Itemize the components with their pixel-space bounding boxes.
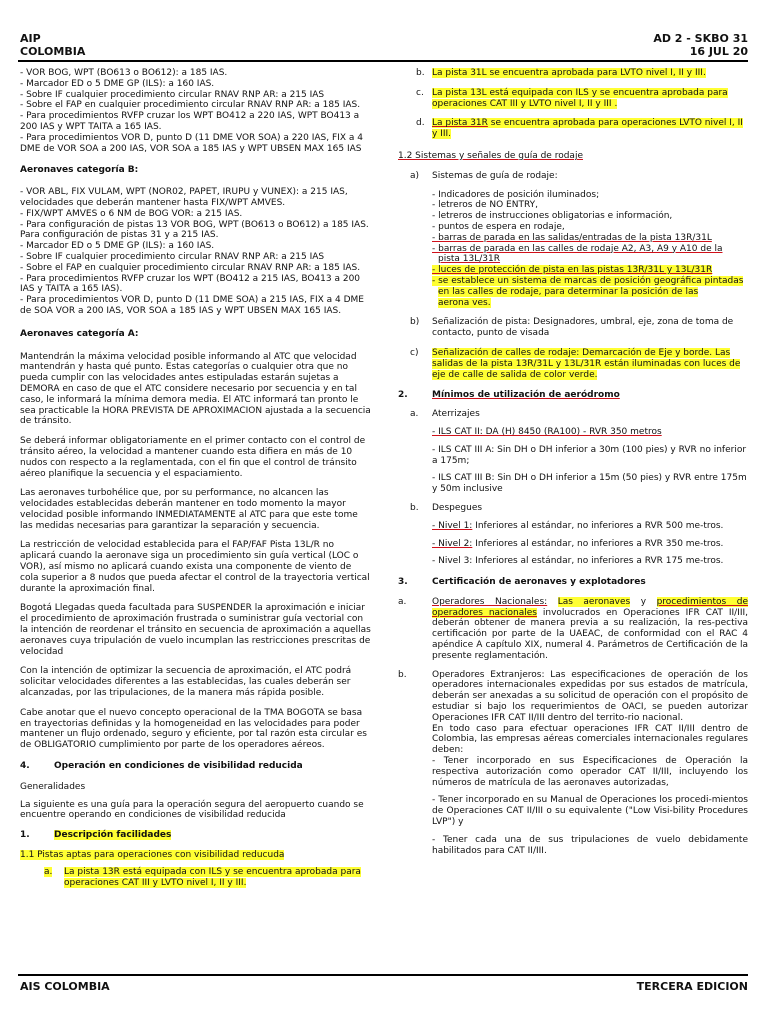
item-marker: a. (44, 866, 53, 877)
header-aip: AIP (20, 32, 41, 45)
taxiway-marking-item (398, 348, 748, 380)
paragraph: - Tener cada una de sus tripulaciones de vuelo debidamente habilitados para CAT II/III. (432, 834, 748, 856)
paragraph: Operadores Extranjeros: Las especificaciones de operación de los operadores internacionales expedidas por sus estados de matrícula, deberán ser anexadas a su solicitud de operación con el propósito de estudiar si bajo los requerimientos de OACI, se pueden autorizar Operaciones IFR CAT II/III dentro del territo-rio nacional. (432, 669, 748, 723)
taxi-systems-list (398, 190, 748, 309)
paragraph: Se deberá informar obligatoriamente en el primer contacto con el control de tránsito aéreo, la velocidad a mantener cuando esta difiera en más de 10 nudos con respecto a la reglamentada, con el fin que el control de tránsito aéreo planifique la secuencia y el espaciamiento. (20, 436, 366, 479)
list-item: - ILS CAT III A: Sin DH o DH inferior a 30m (100 pies) y RVR no inferior a 175m; (432, 444, 747, 466)
list-item: - Marcador ED o 5 DME GP (ILS): a 160 IAS. (20, 78, 215, 89)
list-item: - FIX/WPT AMVES o 6 NM de BOG VOR: a 215 IAS. (20, 208, 243, 219)
list-item: - Para configuración de pistas 13 VOR BOG, WPT (BO613 o BO612) a 185 IAS. Para configuración de pistas 31 y a 215 IAS. (20, 219, 369, 241)
list-item: - Sobre IF cualquier procedimiento circular RNAV RNP AR: a 215 IAS (20, 89, 325, 100)
level-text: Inferiores al estándar, no inferiores a RVR 500 me-tros. (472, 520, 724, 531)
item-marker: c) (410, 347, 419, 358)
section-number: 4. (20, 761, 30, 772)
item-marker: b. (410, 502, 419, 513)
section-4-heading (20, 761, 372, 772)
item-highlight: procedimientos de operadores nacionales (432, 596, 748, 618)
item-text: Sistemas de guía de rodaje: (432, 170, 558, 181)
item-marker: b. (398, 669, 407, 680)
list-item (432, 539, 748, 550)
item-text (432, 597, 748, 662)
runway-item-a (20, 867, 372, 889)
list-item: - puntos de espera en rodaje, (432, 221, 565, 232)
takeoff-heading (398, 503, 748, 514)
paragraph: Mantendrán la máxima velocidad posible informando al ATC que velocidad mantendrán y hasta qué punto. Estas categorías o cualquier otra que no pueda cumplir con las velocidades antes estipuladas estarán sujetas a DEMORA en caso de que el ATC considere necesario por secuencia y en tal caso, le informará la mínima demora media. El ATC informará tan pronto le sea practicable la HORA PREVISTA DE APROXIMACION ajustada a la secuencia de tránsito. (20, 351, 371, 427)
list-item: - Para procedimientos RVFP cruzar los WPT (BO412 a 215 IAS, BO413 a 200 IAS y TAITA a 165 IAS). (20, 273, 361, 295)
paragraph: Bogotá Llegadas queda facultada para SUSPENDER la aproximación e iniciar el procedimiento de aproximación frustrada o suministrar guía vectorial con la intención de reordenar el tránsito en secuencia de aproximación a aquellas aeronaves cuya tripulación de vuelo incumplan las restricciones prescritas de velocidad (20, 603, 371, 657)
section-2-heading (398, 390, 748, 401)
footer-publisher: AIS COLOMBIA (20, 980, 110, 993)
footer-edition: TERCERA EDICION (636, 980, 748, 993)
item-text: La pista 31L se encuentra aprobada para LVTO nivel I, II y III. (432, 68, 706, 78)
paragraph: En todo caso para efectuar operaciones IFR CAT II/III dentro de Colombia, las empresas aéreas comerciales internacionales regulares deben: (432, 723, 748, 756)
item-marker: a. (398, 596, 407, 607)
header-country: COLOMBIA (20, 45, 86, 58)
section-1-heading (20, 830, 372, 841)
item-text: La pista 13L está equipada con ILS y se encuentra aprobada para operaciones CAT III y LVTO nivel I, II y III . (432, 87, 728, 109)
list-item: - barras de parada en las salidas/entradas de la pista 13R/31L (432, 232, 712, 243)
item-marker: b. (416, 68, 425, 78)
list-item: - letreros de instrucciones obligatorias e información, (432, 211, 673, 222)
section-title: Descripción facilidades (54, 830, 172, 841)
list-item: - letreros de NO ENTRY, (432, 200, 539, 211)
list-item: aerona ves. (438, 297, 491, 308)
item-label: Operadores Nacionales: (432, 596, 548, 607)
section-title: Operación en condiciones de visibilidad reducida (54, 761, 303, 772)
runway-marking-item (398, 317, 748, 339)
section-title: Certificación de aeronaves y explotadores (432, 577, 646, 588)
paragraph: Cabe anotar que el nuevo concepto operacional de la TMA BOGOTA se basa en trayectorias definidas y la homogeneidad en las velocidades para poder mantener un flujo ordenado, seguro y eficiente, por tal razón esta circular es de OBLIGATORIO cumplimiento por parte de los operadores aéreos. (20, 707, 367, 751)
paragraph: - Tener incorporado en su Manual de Operaciones los procedi-mientos de Operaciones CAT II/III o su equivalente ("Low Visi-bility Procedures LVP") y (432, 795, 748, 828)
item-highlight: Las aeronaves (557, 596, 631, 607)
level-label: - Nivel 2: (432, 538, 473, 549)
runway-item-d (398, 118, 748, 140)
list-item: - Sobre IF cualquier procedimiento circular RNAV RNP AR: a 215 IAS (20, 251, 325, 262)
list-item (432, 521, 748, 532)
item-text: Aterrizajes (432, 409, 480, 420)
list-item: - Nivel 3: Inferiores al estándar, no inferiores a RVR 175 me-tros. (432, 556, 724, 567)
item-marker: d. (416, 118, 425, 129)
item-text: Señalización de pista: Designadores, umbral, eje, zona de toma de contacto, punto de visada (432, 317, 734, 339)
item-runway-label: La pista 31R (432, 118, 488, 129)
list-item: - Marcador ED o 5 DME GP (ILS): a 160 IAS. (20, 241, 215, 252)
item-marker: a. (410, 409, 419, 420)
takeoff-minima-list (398, 521, 748, 567)
section-number: 1. (20, 830, 30, 841)
paragraph: - Tener incorporado en sus Especificaciones de Operación la respectiva autorización como operador CAT II/III, incluyendo los números de matrícula de las aeronaves autorizadas, (432, 756, 748, 788)
item-text: Despegues (432, 502, 483, 513)
header-page-code: AD 2 - SKBO 31 (653, 32, 748, 45)
level-label: - Nivel 1: (432, 520, 473, 531)
item-text: se encuentra aprobada para operaciones LVTO nivel I, II y III. (432, 118, 743, 140)
cat-b-speed-list (20, 187, 372, 317)
list-item: - Sobre el FAP en cualquier procedimiento circular RNAV RNP AR: a 185 IAS. (20, 262, 361, 273)
national-operators-item (398, 597, 748, 662)
section-number: 2. (398, 390, 408, 401)
subsection-1-2: 1.2 Sistemas y señales de guía de rodaje (398, 150, 583, 161)
section-number: 3. (398, 577, 408, 588)
left-column (20, 68, 372, 888)
list-item: - se establece un sistema de marcas de posición geográfica pintadas (432, 275, 744, 286)
taxi-systems-heading (398, 171, 748, 182)
list-item: - VOR BOG, WPT (BO613 o BO612): a 185 IAS. (20, 68, 228, 78)
right-column (398, 68, 748, 856)
paragraph: Las aeronaves turbohélice que, por su performance, no alcancen las velocidades establecidas deberán mantener en todo momento la mayor velocidad posible informando INMEDIATAMENTE al ATC para que este tome las medidas necesarias para garantizar la separación y secuencia. (20, 488, 358, 531)
list-item: - barras de parada en las calles de rodaje A2, A3, A9 y A10 de la (432, 243, 723, 254)
item-marker: a) (410, 170, 420, 181)
level-text: Inferiores al estándar, no inferiores a RVR 350 me-tros. (472, 538, 724, 549)
list-item: - Para procedimientos VOR D, punto D (11 DME VOR SOA) a 220 IAS, FIX a 4 DME de VOR SOA a 200 IAS, VOR SOA a 185 IAS y WPT UBSEN MAX 165 IAS (20, 132, 363, 154)
section-title: Mínimos de utilización de aeródromo (432, 390, 620, 401)
cat-a-title: Aeronaves categoría A: (20, 328, 139, 339)
runway-item-b (398, 68, 748, 79)
landing-minima-list (398, 427, 748, 495)
list-item: en las calles de rodaje, para determinar la posición de las (438, 286, 699, 297)
guide-paragraph: La siguiente es una guía para la operación segura del aeropuerto cuando se encuentre operando en condiciones de visibilidad reducida (20, 799, 364, 821)
list-item: - Sobre el FAP en cualquier procedimiento circular RNAV RNP AR: a 185 IAS. (20, 100, 361, 111)
item-text: Señalización de calles de rodaje: Demarcación de Eje y borde. Las salidas de la pista 13R/31L y 13L/31R están iluminadas con luces de eje de calle de salida de color verde. (432, 347, 741, 380)
header-date: 16 JUL 20 (689, 45, 748, 58)
section-3-heading (398, 577, 748, 588)
foreign-operators-item (398, 670, 748, 857)
item-marker: b) (410, 317, 420, 328)
header-rule (18, 60, 748, 62)
list-item: - VOR ABL, FIX VULAM, WPT (NOR02, PAPET, IRUPU y VUNEX): a 215 IAS, velocidades que deberán mantener hasta FIX/WPT AMVES. (20, 187, 348, 208)
list-item: - Indicadores de posición iluminados; (432, 189, 600, 200)
generalidades-label: Generalidades (20, 781, 86, 792)
paragraph: La restricción de velocidad establecida para el FAP/FAF Pista 13L/R no aplicará cuando la aeronave siga un procedimiento sin guía vertical (LOC o VOR), así mismo no aplicará cuando exista una componente de viento de cola superior a 8 nudos que pueda afectar el control de la trayectoria vertical durante la aproximación final. (20, 540, 370, 594)
runway-item-c (398, 88, 748, 110)
landing-heading (398, 409, 748, 420)
list-item: pista 13L/31R (438, 254, 501, 265)
item-rest: involucrados en Operaciones IFR CAT II/III, deberán obtener de manera previa a su realización, la res-pectiva certificación por parte de la UAEAC, de conformidad con el RAC 4 apéndice A capítulo XIX, numeral 4. Parámetros de Certificación de la presente reglamentación. (432, 607, 748, 661)
item-text: La pista 13R está equipada con ILS y se encuentra aprobada para operaciones CAT III y LVTO nivel I, II y III. (64, 866, 361, 888)
cat-b-title: Aeronaves categoría B: (20, 165, 139, 176)
list-item: - ILS CAT II: DA (H) 8450 (RA100) - RVR 350 metros (432, 426, 662, 437)
subsection-1-1: 1.1 Pistas aptas para operaciones con visibilidad reducuda (20, 850, 285, 861)
footer-rule (18, 974, 748, 976)
cat-c-speed-list (20, 68, 372, 154)
list-item: - Para procedimientos RVFP cruzar los WPT BO412 a 220 IAS, WPT BO413 a 200 IAS y WPT TAITA a 165 IAS. (20, 111, 360, 132)
list-item: - luces de protección de pista en las pistas 13R/31L y 13L/31R (432, 265, 713, 276)
list-item: - Para procedimientos VOR D, punto D (11 DME SOA) a 215 IAS, FIX a 4 DME de SOA VOR a 200 IAS, VOR SOA a 185 IAS y WPT UBSEN MAX 165 IAS. (20, 295, 364, 316)
list-item: - ILS CAT III B: Sin DH o DH inferior a 15m (50 pies) y RVR entre 175m y 50m inclusive (432, 473, 747, 495)
item-marker: c. (416, 87, 424, 98)
paragraph: Con la intención de optimizar la secuencia de aproximación, el ATC podrá solicitar velocidades diferentes a las establecidas, las cuales deberán ser alcanzadas, por las tripulaciones, de la manera más rápida posible. (20, 666, 352, 699)
item-connector: y (630, 596, 657, 607)
